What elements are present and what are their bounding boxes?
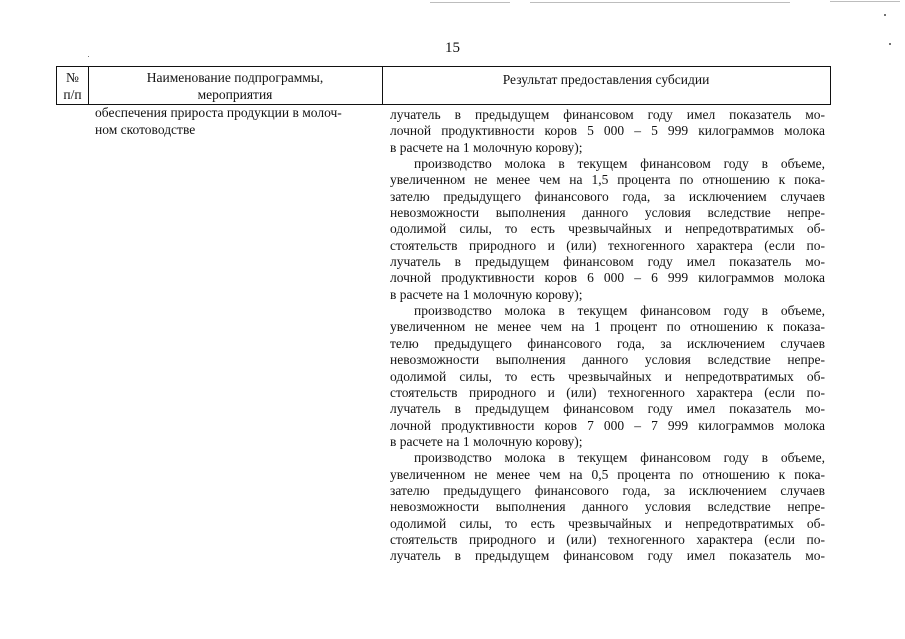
- result-text-line: лучатель в предыдущем финансовом году имел показатель мо-: [390, 401, 825, 417]
- header-name-line-1: Наименование подпрограммы,: [146, 70, 324, 85]
- scan-artifact-line: [430, 2, 510, 3]
- result-text-line: зателю предыдущего финансового года, за исключением случаев: [390, 188, 825, 204]
- result-text-line: телю предыдущего финансового года, за исключением случаев: [390, 335, 825, 351]
- result-text-line: лучатель в предыдущем финансовом году имел показатель мо-: [390, 548, 825, 564]
- result-text-line: одолимой силы, то есть чрезвычайных и непредотвратимых об-: [390, 221, 825, 237]
- result-text-line: стоятельств природного и (или) техногенного характера (если по-: [390, 237, 825, 253]
- result-text-line: производство молока в текущем финансовом году в объеме,: [414, 156, 825, 172]
- result-text-line: одолимой силы, то есть чрезвычайных и непредотвратимых об-: [390, 368, 825, 384]
- header-number-line-2: п/п: [63, 87, 82, 102]
- result-text-line: одолимой силы, то есть чрезвычайных и непредотвратимых об-: [390, 515, 825, 531]
- result-text-line: невозможности выполнения данного условия вследствие непре-: [390, 205, 825, 221]
- result-text-line: лочной продуктивности коров 6 000 – 6 999 килограммов молока: [390, 270, 825, 286]
- header-cell-number: [56, 66, 89, 105]
- scan-artifact-line: [530, 2, 790, 3]
- subsidy-result-cell: [390, 107, 825, 565]
- header-cell-name: [88, 66, 383, 105]
- result-text-line: зателю предыдущего финансового года, за исключением случаев: [390, 482, 825, 498]
- result-text-line: лучатель в предыдущем финансовом году имел показатель мо-: [390, 107, 825, 122]
- result-text-line: увеличенном не менее чем на 1,5 процента по отношению к пока-: [390, 172, 825, 188]
- result-text-line: в расчете на 1 молочную корову);: [390, 139, 583, 155]
- result-text-line: стоятельств природного и (или) техногенного характера (если по-: [390, 531, 825, 547]
- result-text-line: стоятельств природного и (или) техногенного характера (если по-: [390, 384, 825, 400]
- result-text-line: лочной продуктивности коров 5 000 – 5 999 килограммов молока: [390, 123, 825, 139]
- header-cell-result: [382, 66, 831, 105]
- result-text-line: в расчете на 1 молочную корову);: [390, 286, 583, 302]
- result-text-line: невозможности выполнения данного условия вследствие непре-: [390, 499, 825, 515]
- result-text-line: увеличенном не менее чем на 1 процент по отношению к показа-: [390, 319, 825, 335]
- scan-speck: [884, 14, 886, 16]
- result-text-line: лучатель в предыдущем финансовом году имел показатель мо-: [390, 254, 825, 270]
- result-text-line: производство молока в текущем финансовом году в объеме,: [414, 450, 825, 466]
- result-text-line: в расчете на 1 молочную корову);: [390, 433, 583, 449]
- page-number: 15: [445, 40, 460, 56]
- header-number-line-1: №: [66, 70, 79, 85]
- result-text-line: увеличенном не менее чем на 0,5 процента по отношению к пока-: [390, 466, 825, 482]
- header-name-line-2: мероприятия: [197, 87, 273, 102]
- program-name-line: ном скотоводстве: [95, 121, 196, 137]
- result-text-line: лочной продуктивности коров 7 000 – 7 999 килограммов молока: [390, 417, 825, 433]
- program-name-cell: [95, 105, 383, 138]
- program-name-line: обеспечения прироста продукции в молоч-: [95, 105, 342, 120]
- scan-artifact-line: [830, 1, 900, 2]
- result-text-line: невозможности выполнения данного условия вследствие непре-: [390, 352, 825, 368]
- header-result-label: Результат предоставления субсидии: [502, 72, 710, 87]
- result-text-line: производство молока в текущем финансовом году в объеме,: [414, 303, 825, 319]
